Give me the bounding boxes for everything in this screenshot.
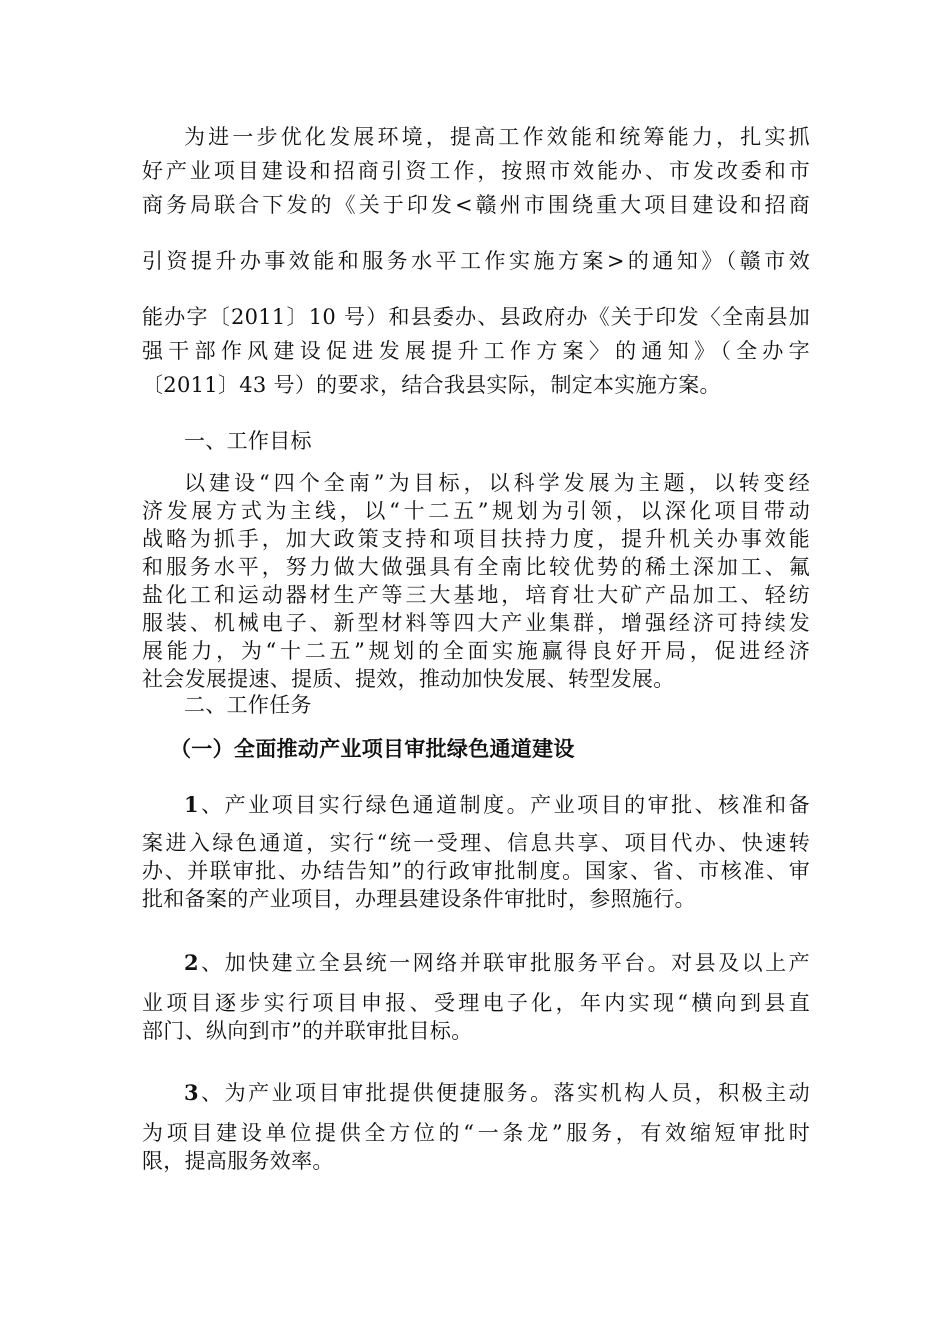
section1-heading: 一、工作目标 [184, 429, 312, 453]
intro-line-4: 引资提升办事效能和服务水平工作实施方案>的通知》（赣市效 [142, 249, 810, 273]
item3-line-2: 为项目建设单位提供全方位的“一条龙”服务，有效缩短审批时 [142, 1121, 810, 1145]
item3-number: 3 [184, 1080, 199, 1105]
section1-line-6: 服装、机械电子、新型材料等四大产业集群，增强经济可持续发 [142, 611, 810, 635]
item1-line-1 [142, 790, 810, 820]
intro-line-3: 商务局联合下发的《关于印发<赣州市围绕重大项目建设和招商 [142, 193, 810, 217]
item1-line-2: 案进入绿色通道，实行“统一受理、信息共享、项目代办、快速转 [142, 831, 810, 855]
item3-line-1 [142, 1078, 810, 1108]
item3-text-1: 、为产业项目审批提供便捷服务。落实机构人员，积极主动 [198, 1081, 810, 1105]
section1-line-4: 和服务水平，努力做大做强具有全南比较优势的稀土深加工、氟 [142, 555, 810, 579]
item2-number: 2 [184, 950, 199, 975]
item2-text-1: 、加快建立全县统一网络并联审批服务平台。对县及以上产 [198, 951, 810, 975]
section1-line-7: 展能力，为“十二五”规划的全面实施赢得良好开局，促进经济 [142, 639, 810, 663]
item1-line-4: 批和备案的产业项目，办理县建设条件审批时，参照施行。 [142, 887, 696, 911]
section2-heading: 二、工作任务 [184, 693, 312, 717]
intro-line-7: 〔2011〕43 号）的要求，结合我县实际，制定本实施方案。 [142, 373, 721, 397]
item2-line-3: 部门、纵向到市”的并联审批目标。 [142, 1019, 473, 1043]
intro-line-6: 强干部作风建设促进发展提升工作方案〉的通知》（全办字 [142, 339, 810, 363]
item2-line-2: 业项目逐步实行项目申报、受理电子化，年内实现“横向到县直 [142, 991, 810, 1015]
section1-line-1: 以建设“四个全南”为目标，以科学发展为主题，以转变经 [184, 471, 810, 495]
intro-line-1: 为进一步优化发展环境，提高工作效能和统筹能力，扎实抓 [184, 125, 810, 149]
item2-line-1 [142, 948, 810, 978]
section1-line-2: 济发展方式为主线，以“十二五”规划为引领，以深化项目带动 [142, 499, 810, 523]
intro-line-2: 好产业项目建设和招商引资工作，按照市效能办、市发改委和市 [142, 159, 810, 183]
item3-line-3: 限，提高服务效率。 [142, 1149, 334, 1173]
item1-line-3: 办、并联审批、办结告知”的行政审批制度。国家、省、市核准、审 [142, 859, 810, 883]
section1-line-3: 战略为抓手，加大政策支持和项目扶持力度，提升机关办事效能 [142, 527, 810, 551]
item1-text-1: 、产业项目实行绿色通道制度。产业项目的审批、核准和备 [198, 793, 810, 817]
section1-line-8: 社会发展提速、提质、提效，推动加快发展、转型发展。 [142, 667, 675, 691]
item1-number: 1 [184, 792, 199, 817]
section1-line-5: 盐化工和运动器材生产等三大基地，培育壮大矿产品加工、轻纺 [142, 583, 810, 607]
subsection1-heading: （一）全面推动产业项目审批绿色通道建设 [170, 736, 575, 761]
intro-line-5: 能办字〔2011〕10 号）和县委办、县政府办《关于印发〈全南县加 [142, 305, 810, 329]
